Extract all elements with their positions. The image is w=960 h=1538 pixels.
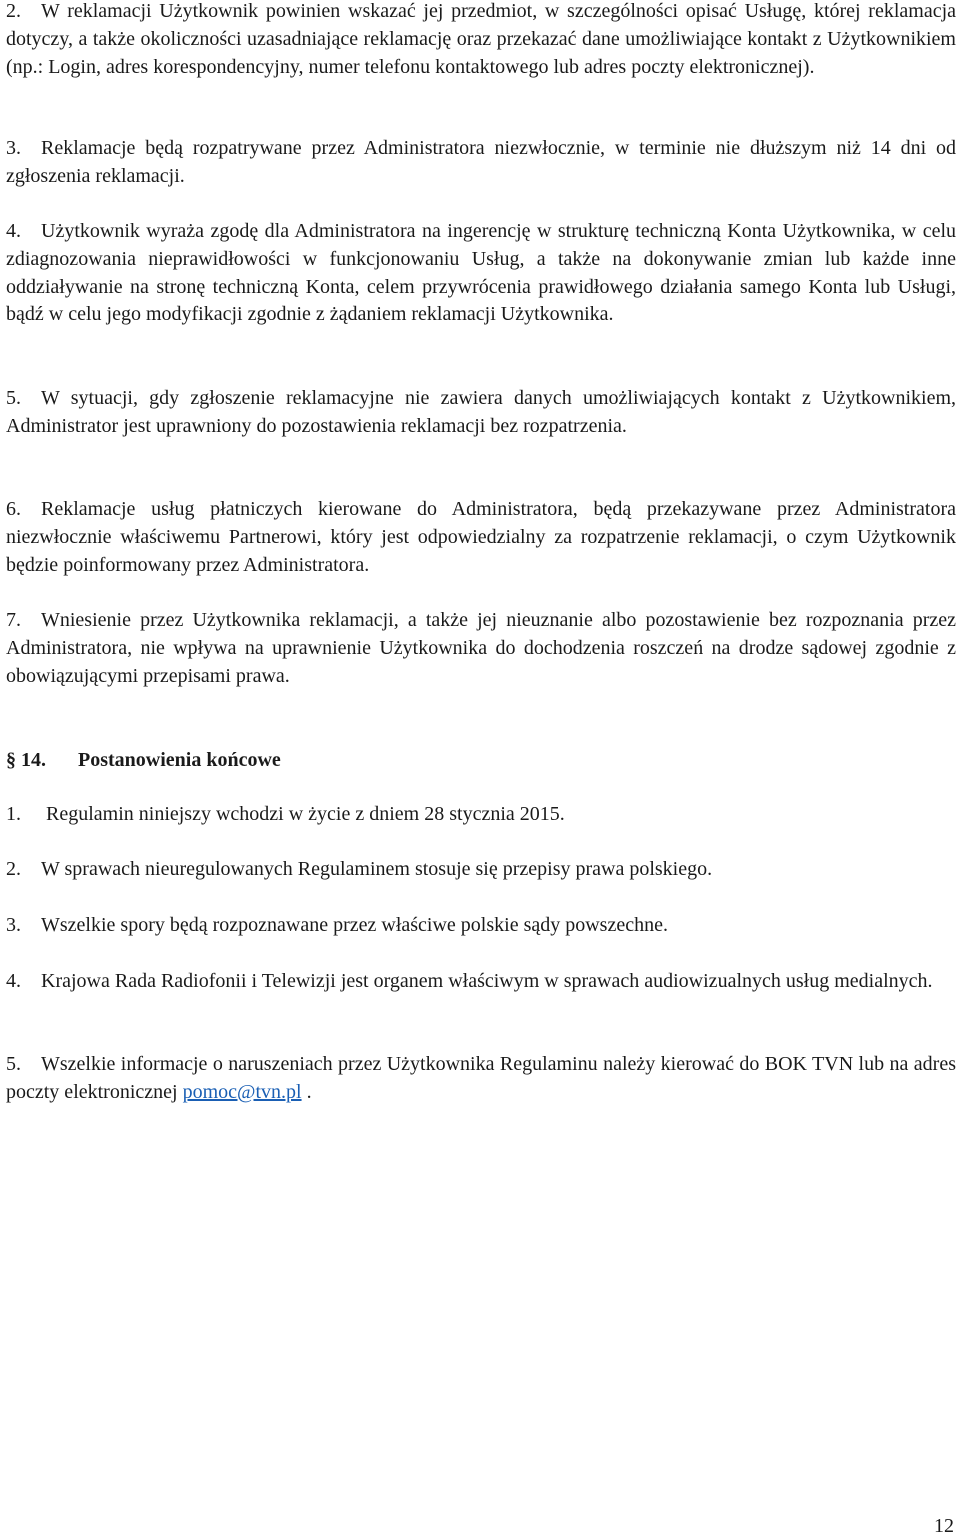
paragraph-text: Użytkownik wyraża zgodę dla Administratora na ingerencję w strukturę techniczną Konta Użytkownika, w celu zdiagnozowania nieprawidłowości w funkcjonowaniu Usług, a także na dokonywanie zmian lub każde inne oddziaływanie na stronę techniczną Konta, celem przywrócenia prawidłowego działania samego Konta lub Usługi, bądź w celu jego modyfikacji zgodnie z żądaniem reklamacji Użytkownika. (6, 220, 956, 326)
paragraph-text: Reklamacje będą rozpatrywane przez Administratora niezwłocznie, w terminie nie dłuższym niż 14 dni od zgłoszenia reklamacji. (6, 137, 956, 187)
paragraph-13-4 (6, 218, 956, 329)
paragraph-14-5 (6, 1051, 956, 1107)
paragraph-number: 6. (6, 498, 21, 520)
section-number: § 14. (6, 749, 46, 771)
section-title: Postanowienia końcowe (78, 749, 281, 771)
paragraph-text: Wszelkie spory będą rozpoznawane przez właściwe polskie sądy powszechne. (41, 914, 668, 936)
paragraph-text: W reklamacji Użytkownik powinien wskazać jej przedmiot, w szczególności opisać Usługę, której reklamacja dotyczy, a także okoliczności uzasadniające reklamację oraz przekazać dane umożliwiające kontakt z Użytkownikiem (np.: Login, adres korespondencyjny, numer telefonu kontaktowego lub adres poczty elektronicznej). (6, 0, 956, 78)
paragraph-text: Regulamin niniejszy wchodzi w życie z dniem 28 stycznia 2015. (41, 803, 565, 825)
paragraph-13-7 (6, 607, 956, 690)
paragraph-text: Wniesienie przez Użytkownika reklamacji, a także jej nieuznanie albo pozostawienie bez rozpoznania przez Administratora, nie wpływa na uprawnienie Użytkownika do dochodzenia roszczeń na drodze sądowej zgodnie z obowiązującymi przepisami prawa. (6, 609, 956, 687)
paragraph-13-6 (6, 496, 956, 579)
paragraph-14-2 (6, 856, 956, 884)
paragraph-number: 5. (6, 387, 21, 409)
paragraph-number: 7. (6, 609, 21, 631)
paragraph-number: 3. (6, 137, 21, 159)
page-number: 12 (934, 1515, 954, 1537)
paragraph-text: Wszelkie informacje o naruszeniach przez Użytkownika Regulaminu należy kierować do BOK TVN lub na adres poczty elektronicznej (6, 1053, 956, 1103)
paragraph-text: W sytuacji, gdy zgłoszenie reklamacyjne nie zawiera danych umożliwiających kontakt z Użytkownikiem, Administrator jest uprawniony do pozostawienia reklamacji bez rozpatrzenia. (6, 387, 956, 437)
paragraph-text: Krajowa Rada Radiofonii i Telewizji jest organem właściwym w sprawach audiowizualnych usług medialnych. (41, 970, 933, 992)
paragraph-13-2 (6, 0, 956, 81)
paragraph-13-3 (6, 135, 956, 191)
paragraph-number: 5. (6, 1053, 21, 1075)
paragraph-14-4 (6, 968, 956, 996)
paragraph-13-5 (6, 385, 956, 441)
paragraph-14-1 (6, 801, 956, 829)
paragraph-number: 2. (6, 858, 21, 880)
paragraph-number: 3. (6, 914, 21, 936)
paragraph-number: 1. (6, 803, 21, 825)
paragraph-number: 2. (6, 0, 21, 22)
section-14-heading (6, 746, 281, 774)
paragraph-suffix: . (301, 1080, 312, 1103)
paragraph-number: 4. (6, 220, 21, 242)
paragraph-text: Reklamacje usług płatniczych kierowane do Administratora, będą przekazywane przez Administratora niezwłocznie właściwemu Partnerowi, który jest odpowiedzialny za rozpatrzenie reklamacji, o czym Użytkownik będzie poinformowany przez Administratora. (6, 498, 956, 576)
email-link[interactable]: pomoc@tvn.pl (182, 1080, 302, 1103)
paragraph-text: W sprawach nieuregulowanych Regulaminem stosuje się przepisy prawa polskiego. (41, 858, 713, 880)
paragraph-14-3 (6, 912, 956, 940)
paragraph-number: 4. (6, 970, 21, 992)
